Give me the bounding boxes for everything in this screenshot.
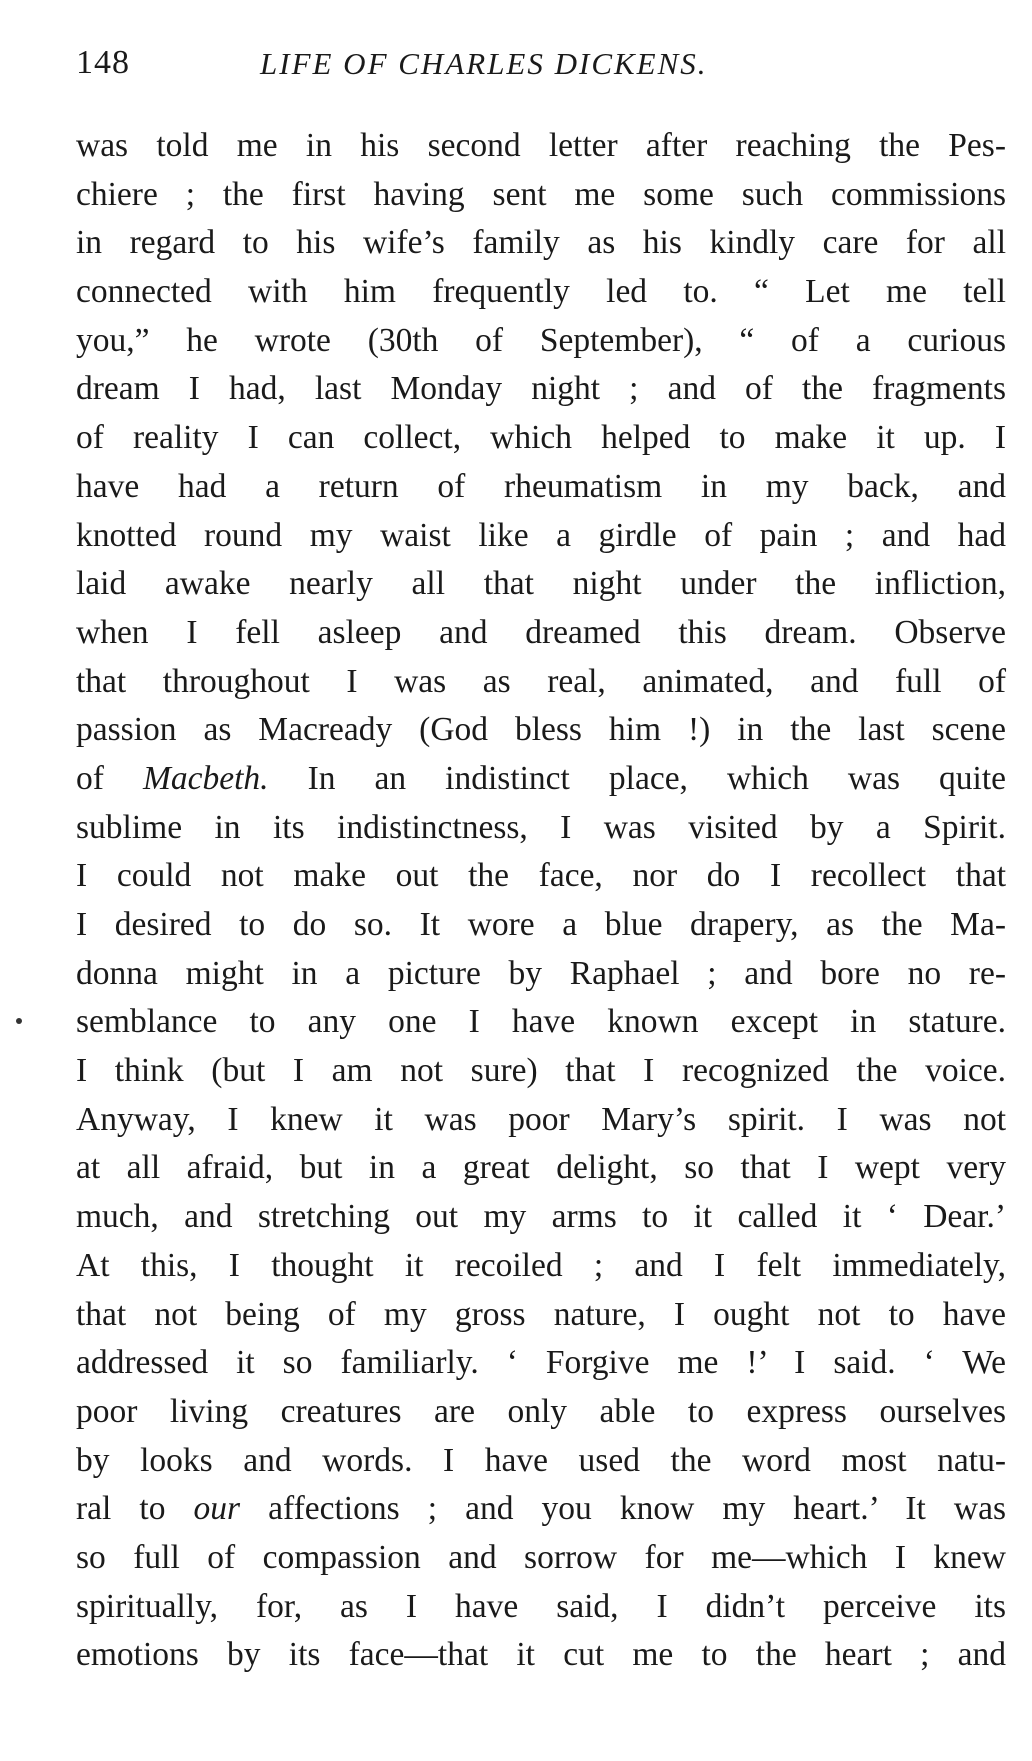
text-segment: dream I had, last Monday night ; and of the fragments bbox=[76, 370, 1006, 408]
text-line bbox=[76, 1388, 1006, 1437]
text-line bbox=[76, 560, 1006, 609]
text-line bbox=[76, 658, 1006, 707]
text-segment: have had a return of rheumatism in my back, and bbox=[76, 467, 1006, 505]
text-line bbox=[76, 1291, 1006, 1340]
text-segment: Anyway, I knew it was poor Mary’s spirit. I was not bbox=[76, 1100, 1006, 1138]
text-segment: affections ; and you know my heart.’ It was bbox=[240, 1490, 1006, 1528]
running-head: LIFE OF CHARLES DICKENS. bbox=[260, 46, 708, 81]
text-segment: when I fell asleep and dreamed this dream. Observe bbox=[76, 613, 1006, 651]
text-line bbox=[76, 1193, 1006, 1242]
text-segment: emotions by its face—that it cut me to the heart ; and bbox=[76, 1636, 1006, 1674]
text-line bbox=[76, 268, 1006, 317]
text-line bbox=[76, 755, 1006, 804]
text-segment: knotted round my waist like a girdle of pain ; and had bbox=[76, 516, 1006, 554]
text-line bbox=[76, 122, 1006, 171]
text-line bbox=[76, 998, 1006, 1047]
text-line bbox=[76, 1631, 1006, 1680]
text-line bbox=[76, 609, 1006, 658]
text-segment: was told me in his second letter after reaching the Pes- bbox=[76, 127, 1006, 164]
text-line bbox=[76, 804, 1006, 853]
text-line bbox=[76, 1144, 1006, 1193]
page-header bbox=[76, 44, 1006, 94]
text-line bbox=[76, 901, 1006, 950]
text-segment: poor living creatures are only able to express ourselves bbox=[76, 1392, 1006, 1430]
text-segment: spiritually, for, as I have said, I didn’t perceive its bbox=[76, 1587, 1006, 1625]
text-line bbox=[76, 317, 1006, 366]
page-number: 148 bbox=[76, 44, 130, 81]
text-line bbox=[76, 852, 1006, 901]
margin-dot-mark bbox=[16, 1018, 22, 1024]
text-segment: ral to bbox=[76, 1490, 194, 1528]
text-segment: you,” he wrote (30th of September), “ of a curious bbox=[76, 321, 1006, 359]
text-segment: addressed it so familiarly. ‘ Forgive me !’ I said. ‘ We bbox=[76, 1344, 1006, 1382]
text-segment: so full of compassion and sorrow for me—which I knew bbox=[76, 1538, 1006, 1576]
text-line bbox=[76, 365, 1006, 414]
text-segment: semblance to any one I have known except in stature. bbox=[76, 1003, 1006, 1041]
text-segment: much, and stretching out my arms to it called it ‘ Dear.’ bbox=[76, 1198, 1006, 1236]
text-line bbox=[76, 950, 1006, 999]
text-line bbox=[76, 1583, 1006, 1632]
text-segment: at all afraid, but in a great delight, so that I wept very bbox=[76, 1149, 1006, 1187]
text-segment: passion as Macready (God bless him !) in the last scene bbox=[76, 711, 1006, 749]
text-segment: of reality I can collect, which helped to make it up. I bbox=[76, 419, 1006, 457]
text-line bbox=[76, 1242, 1006, 1291]
text-line bbox=[76, 1096, 1006, 1145]
text-segment: At this, I thought it recoiled ; and I felt immediately, bbox=[76, 1246, 1006, 1284]
text-segment: that not being of my gross nature, I ought not to have bbox=[76, 1295, 1006, 1333]
text-line bbox=[76, 1339, 1006, 1388]
text-segment: I think (but I am not sure) that I recognized the voice. bbox=[76, 1052, 1006, 1090]
text-segment: of bbox=[76, 759, 143, 797]
text-line bbox=[76, 706, 1006, 755]
text-segment: I could not make out the face, nor do I recollect that bbox=[76, 857, 1006, 895]
text-segment: chiere ; the first having sent me some such commissions bbox=[76, 175, 1006, 213]
text-segment: that throughout I was as real, animated, and full of bbox=[76, 662, 1006, 700]
text-line bbox=[76, 219, 1006, 268]
italic-title: Macbeth. bbox=[142, 759, 269, 797]
body-text bbox=[76, 122, 1006, 1680]
text-line bbox=[76, 1047, 1006, 1096]
italic-title: our bbox=[193, 1490, 241, 1528]
text-segment: sublime in its indistinctness, I was visited by a Spirit. bbox=[76, 808, 1006, 846]
text-line bbox=[76, 463, 1006, 512]
text-line bbox=[76, 414, 1006, 463]
text-line bbox=[76, 1437, 1006, 1486]
text-line bbox=[76, 1534, 1006, 1583]
text-segment: by looks and words. I have used the word most natu- bbox=[76, 1441, 1006, 1479]
text-line bbox=[76, 512, 1006, 561]
text-segment: connected with him frequently led to. “ Let me tell bbox=[76, 273, 1006, 311]
text-segment: laid awake nearly all that night under the infliction, bbox=[76, 565, 1006, 603]
text-segment: in regard to his wife’s family as his kindly care for all bbox=[76, 224, 1006, 262]
text-segment: In an indistinct place, which was quite bbox=[268, 759, 1006, 797]
text-segment: donna might in a picture by Raphael ; and bore no re- bbox=[76, 954, 1006, 992]
text-line bbox=[76, 1485, 1006, 1534]
text-segment: I desired to do so. It wore a blue drapery, as the Ma- bbox=[76, 906, 1006, 943]
text-line bbox=[76, 171, 1006, 220]
